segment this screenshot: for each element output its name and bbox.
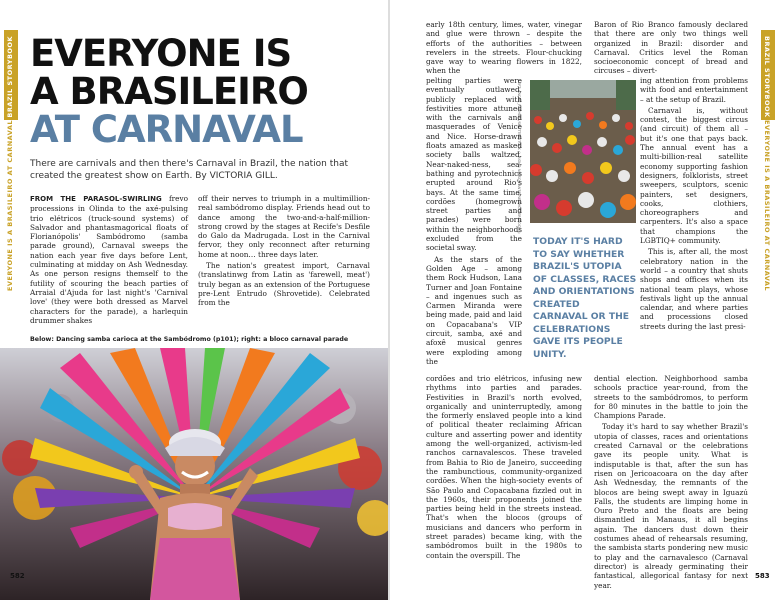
body-paragraph: off their nerves to triumph in a multimillion-real sambódromo display. Friends head out to dance among the two-and-a-half-million-strong crowd by the stages at Recife's Desfile do Galo da Madrugada. Lost in the Carnival fervor, they only reconnect after returning home at noon… three days later. (198, 194, 370, 259)
body-paragraph: The nation's greatest import, Carnaval (translatinwg from Latin as 'farewell, meat') truly began as an extension of the Portuguese pre-Lent Entrudo (Shrovetide). Celebrated from the (198, 261, 370, 308)
title-line-3: AT CARNAVAL (30, 108, 303, 151)
body-paragraph: pelting parties were eventually outlawed, publicly replaced with festivities more attuned with the carnivals and masquerades of Venice and Nice. Horse-drawn floats amazed as masked society balls waltzed. Near-naked-ness, sea-bathing and pyrotechnics erupted around Rio's bays. At the same time, cordões (homegrown street parties and parades) were born within the neighborhoods excluded from the societal sway. (426, 76, 522, 253)
spine-label-top: BRAZIL STORYBOOK (763, 36, 771, 118)
right-column-2-top: Baron of Rio Branco famously declared that there are only two things well organized in Brazil: disorder and Carnaval. Critics level the Roman socioeconomic concept of bread and circuses – divert- (594, 20, 748, 76)
samba-dancer-photo (0, 348, 389, 600)
samba-dancer-illustration (0, 348, 389, 600)
bloco-parade-photo (530, 80, 636, 223)
left-page (0, 0, 389, 600)
right-column-1-full: cordões and trio elétricos, infusing new rhythms into parties and parades. Festivities in Brazil's north evolved, organically and uninterruptedly, among the formerly enslaved people into a kind of political theater reclaiming African culture and asserting power and identity among the well-organized, activism-led ranchos carnavalescos. These traveled from Bahia to Rio de Janeiro, succeeding the rambunctious, community-organized cordões. When the high-society events of São Paulo and Copacabana fizzled out in the 1960s, their proponents joined the parties being held in the streets instead. That's when the blocos (groups of musicians and dancers who perform in street parades) became king, with the sambódromos built in the 1980s to contain the overspill. The (426, 374, 582, 560)
lead-in: FROM THE PARASOL-SWIRLING (30, 195, 162, 203)
standfirst: There are carnivals and then there's Carnaval in Brazil, the nation that created the greatest show on Earth. By VICTORIA GILL. (30, 159, 349, 181)
body-paragraph: Carnaval is, without contest, the biggest circus (and circuit) of them all – but it's one that pays back. The annual event has a multi-billion-real satellite economy supporting fashion designers, folklorists, street sweepers, sculptors, scenic painters, set designers, cooks, clothiers, choreographers and carpenters. It's also a space that champions the LGBTIQ+ community. (640, 105, 748, 246)
title-line-2: A BRASILEIRO (30, 70, 308, 113)
photo-caption: Below: Dancing samba carioca at the Sambódromo (p101); right: a bloco carnaval parade (30, 336, 349, 343)
title-line-1: EVERYONE IS (30, 32, 292, 75)
body-paragraph: Today it's hard to say whether Brazil's utopia of classes, races and orientations created Carnaval or the celebrations gave its people unity. What is indisputable is that, after the sun has risen on Jericoacoara on the day after Ash Wednesday, the remnants of the blocos are being swept away in Iguazú Falls, the students are limping home in Ouro Preto and the floats are being dismantled in Manaus, it all begins again. The dancers dust down their costumes ahead of rehearsals resuming, the sambista starts pondering new music to play and the carnavalesco (Carnaval director) is already germinating their fantastical, allegorical fantasy for next year. (594, 422, 748, 590)
page-title (30, 32, 308, 151)
spine-label-bottom: EVERYONE IS A BRASILEIRO AT CARNAVAL (6, 120, 14, 292)
article-column-1 (30, 194, 188, 327)
spine-label-bottom: EVERYONE IS A BRASILEIRO AT CARNAVAL (763, 120, 771, 292)
spine-label-top: BRAZIL STORYBOOK (6, 36, 14, 118)
pull-quote: TODAY IT'S HARD TO SAY WHETHER BRAZIL'S UTOPIA OF CLASSES, RACES AND ORIENTATIONS CREATED CARNAVAL OR THE CELEBRATIONS GAVE ITS PEOPLE UNITY. (533, 236, 637, 360)
bloco-parade-illustration (530, 80, 636, 223)
body-paragraph: As the stars of the Golden Age – among them Rock Hudson, Lana Turner and Joan Fontaine – and ingenues such as Carmen Miranda were being made, paid and laid on Copacabana's VIP circuit, samba, axé and afoxê musical genres were exploding among the (426, 254, 522, 366)
body-paragraph: This is, after all, the most celebratory nation in the world – a country that shuts shops and offices when its national team plays, whose festivals light up the annual calendar, and where parties and processions closed streets during the last presi- (640, 247, 748, 331)
right-column-1-top: early 18th century, limes, water, vinegar and glue were thrown – despite the efforts of the authorities – between revelers in the streets. Flour-chucking gave way to wearing flowers in 1822, when the (426, 20, 582, 76)
right-column-2-side (640, 76, 748, 333)
body-text: frevo processions in Olinda to the axé-pulsing trio elétricos (truck-sound systems) of Salvador and phantasmagorical floats of Florianópolis' Sambódromo (samba parade ground), Carnaval sweeps the nation each year five days before Lent, culminating at midday on Ash Wednesday. As one person resigns themself to the futility of scouring the beach parties of Arraial d'Ajuda for last night's 'Carnival love' (they were both dressed as Marvel characters for the parade), a harlequin drummer shakes (30, 194, 189, 325)
page-number-left: 582 (10, 572, 25, 580)
body-paragraph: ing attention from problems with food and entertainment – at the setup of Brazil. (640, 76, 748, 104)
article-column-2 (198, 194, 370, 310)
right-column-2-full (594, 374, 748, 592)
page-number-right: 583 (755, 572, 770, 580)
right-spine (757, 0, 779, 600)
photo-credit: LEFT: ANDRE_RACHAEL/SHUTTERSTOCK © RIGHT: NELSON ANTOINE/SHUTTERSTOCK © (517, 80, 521, 235)
body-paragraph: dential election. Neighborhood samba schools practice year-round, from the streets to the sambódromos, to perform for 80 minutes in the battle to join the Champions Parade. (594, 374, 748, 421)
right-column-1-side (426, 76, 522, 368)
